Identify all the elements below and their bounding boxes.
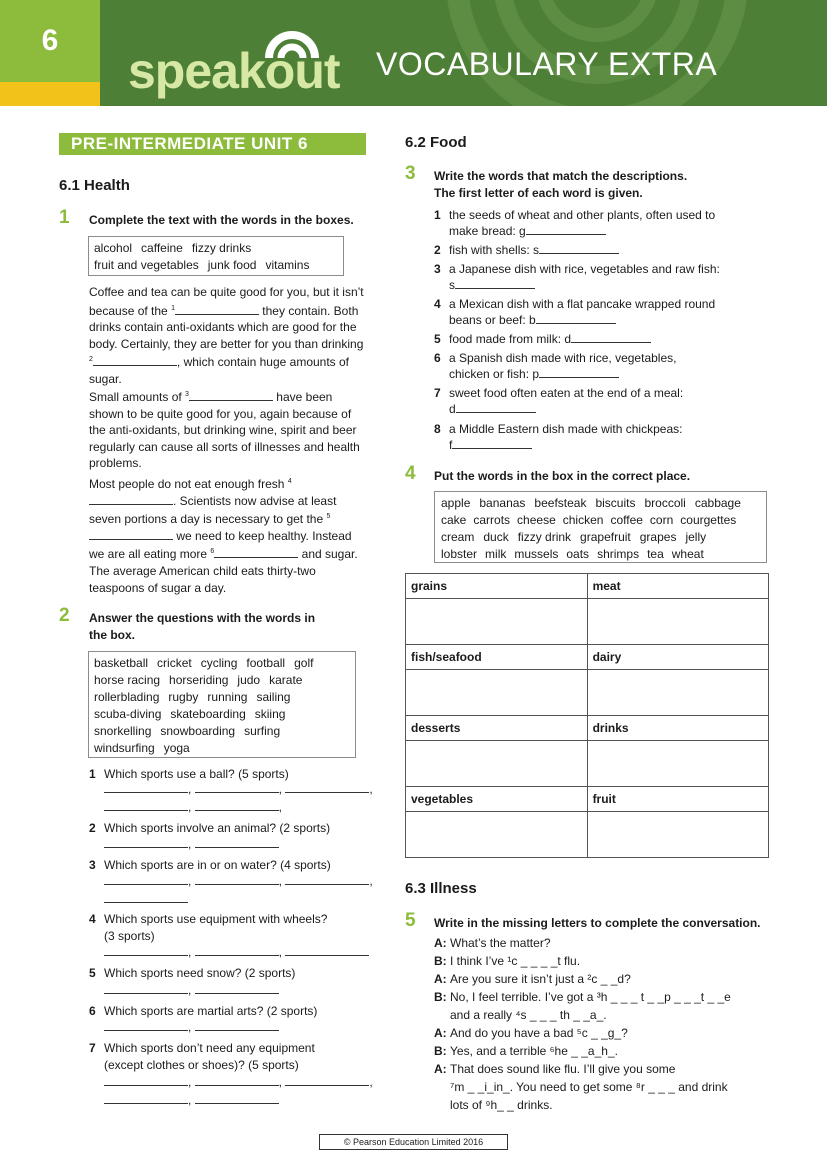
question-text: a Japanese dish with rice, vegetables and raw fish: xyxy=(449,262,720,276)
box-word: snorkelling xyxy=(94,724,152,738)
question-number: 6 xyxy=(434,351,441,365)
answer-lines[interactable]: , xyxy=(104,1093,279,1107)
accent-strip xyxy=(0,82,100,106)
box-word: karate xyxy=(269,673,303,687)
box-word: caffeine xyxy=(141,241,183,255)
answer-lines[interactable]: , , , xyxy=(104,782,373,796)
category-header: drinks xyxy=(587,716,768,741)
box-word: junk food xyxy=(207,258,257,272)
line-text: And do you have a bad ⁵c _ _g_? xyxy=(450,1026,628,1040)
speaker-label: A: xyxy=(434,1062,447,1076)
box-word: beefsteak xyxy=(534,496,587,510)
gap-number: 6 xyxy=(210,548,215,556)
box-word: judo xyxy=(237,673,261,687)
question-item xyxy=(434,296,774,330)
box-word: bananas xyxy=(479,496,526,510)
box-word: alcohol xyxy=(94,241,133,255)
answer-blank[interactable] xyxy=(539,368,619,378)
speaker-label: B: xyxy=(434,954,447,968)
line-text: That does sound like flu. I’ll give you some xyxy=(450,1062,676,1076)
text-run: Coffee and tea can be quite good for you, but it isn’t because of the xyxy=(89,285,364,318)
box-word: lobster xyxy=(441,547,478,561)
box-word: fruit and vegetables xyxy=(94,258,199,272)
category-cell[interactable] xyxy=(587,812,768,858)
exercise-number: 2 xyxy=(59,605,70,626)
question-text: food made from milk: d xyxy=(449,332,572,346)
text-run: Small amounts of xyxy=(89,390,186,404)
gap-blank[interactable] xyxy=(93,356,177,366)
question-number: 2 xyxy=(89,821,96,835)
section-title-food: 6.2 Food xyxy=(405,134,467,151)
category-cell[interactable] xyxy=(587,670,768,716)
box-word: basketball xyxy=(94,656,149,670)
conversation-line xyxy=(434,970,794,988)
speaker-label: B: xyxy=(434,990,447,1004)
instruction-line: the box. xyxy=(89,628,136,642)
line-text: and a really ⁴s _ _ _ th _ _a_. xyxy=(450,1008,607,1022)
box-word: cricket xyxy=(157,656,192,670)
gap-blank[interactable] xyxy=(214,548,298,558)
exercise-instruction xyxy=(89,610,315,644)
box-word: carrots xyxy=(473,513,511,527)
box-word: windsurfing xyxy=(94,741,155,755)
line-text: Yes, and a terrible ⁶he _ _a_h_. xyxy=(450,1044,618,1058)
category-header: fish/seafood xyxy=(406,645,588,670)
exercise-instruction: Put the words in the box in the correct place. xyxy=(434,469,691,483)
box-word: golf xyxy=(294,656,314,670)
box-word: duck xyxy=(483,530,509,544)
conversation-line xyxy=(434,1060,794,1078)
question-number: 4 xyxy=(434,297,441,311)
question-item xyxy=(89,911,359,945)
question-text: Which sports use equipment with wheels? xyxy=(104,912,328,926)
question-number: 2 xyxy=(434,243,441,257)
section-title-health: 6.1 Health xyxy=(59,177,130,194)
section-title-illness: 6.3 Illness xyxy=(405,880,477,897)
conversation-line xyxy=(434,934,794,952)
text-paragraph xyxy=(89,387,369,472)
box-word: horseriding xyxy=(169,673,229,687)
category-cell[interactable] xyxy=(406,812,588,858)
question-text: Which sports are in or on water? (4 sports) xyxy=(104,858,331,872)
box-word: shrimps xyxy=(597,547,640,561)
exercise-instruction xyxy=(434,168,687,202)
box-word: yoga xyxy=(163,741,190,755)
conversation-line xyxy=(434,1006,794,1024)
box-word: milk xyxy=(485,547,507,561)
box-word: cream xyxy=(441,530,475,544)
gap-blank[interactable] xyxy=(89,530,173,540)
category-table xyxy=(405,573,769,858)
answer-blank[interactable] xyxy=(456,403,536,413)
category-header: vegetables xyxy=(406,787,588,812)
line-text: I think I’ve ¹c _ _ _ _t flu. xyxy=(450,954,581,968)
box-word: biscuits xyxy=(595,496,636,510)
box-word: horse racing xyxy=(94,673,161,687)
category-header: fruit xyxy=(587,787,768,812)
text-run: Most people do not eat enough fresh xyxy=(89,477,288,491)
box-word: vitamins xyxy=(265,258,310,272)
question-number: 4 xyxy=(89,912,96,926)
category-header: dairy xyxy=(587,645,768,670)
box-word: snowboarding xyxy=(160,724,236,738)
box-word: rollerblading xyxy=(94,690,160,704)
answer-lines[interactable]: , xyxy=(104,1020,279,1034)
question-text: make bread: g xyxy=(449,224,526,238)
gap-number: 4 xyxy=(287,478,292,485)
question-text: Which sports are martial arts? (2 sports) xyxy=(104,1004,318,1018)
question-text: s xyxy=(449,278,455,292)
answer-blank[interactable] xyxy=(452,439,532,449)
exercise-number: 3 xyxy=(405,163,416,184)
gap-number: 5 xyxy=(326,513,331,521)
box-word: skateboarding xyxy=(170,707,246,721)
question-number: 3 xyxy=(434,262,441,276)
gap-number: 3 xyxy=(185,391,189,398)
box-word: oats xyxy=(566,547,590,561)
exercise-instruction: Write in the missing letters to complete the conversation. xyxy=(434,916,761,930)
question-text: fish with shells: s xyxy=(449,243,540,257)
category-cell[interactable] xyxy=(587,741,768,787)
question-text: a Spanish dish made with rice, vegetables, xyxy=(449,351,677,365)
box-word: grapes xyxy=(639,530,677,544)
text-run: have been shown to be quite good for you, again because of the anti-oxidants, but drinking wine, spirit and beer regularly can cause all sorts of illnesses and health problems. xyxy=(89,390,360,471)
gap-number: 2 xyxy=(89,356,93,364)
line-text: Are you sure it isn’t just a ²c _ _d? xyxy=(450,972,631,986)
question-text: f xyxy=(449,438,453,452)
category-cell[interactable] xyxy=(587,599,768,645)
gap-blank[interactable] xyxy=(189,391,273,401)
box-word: apple xyxy=(441,496,471,510)
box-word: scuba-diving xyxy=(94,707,162,721)
instruction-line: Answer the questions with the words in xyxy=(89,611,316,625)
box-word: fizzy drinks xyxy=(191,241,252,255)
question-text: Which sports involve an animal? (2 sports) xyxy=(104,821,331,835)
speaker-label: B: xyxy=(434,1044,447,1058)
answer-lines[interactable]: , , , xyxy=(104,1075,373,1089)
text-run: . Scientists now advise at least seven portions a day is necessary to get the xyxy=(89,493,337,527)
question-text: the seeds of wheat and other plants, often used to xyxy=(449,208,716,222)
category-header: grains xyxy=(406,574,588,599)
question-text: beans or beef: b xyxy=(449,313,536,327)
box-word: cake xyxy=(441,513,467,527)
question-item xyxy=(434,261,774,295)
question-text: Which sports use a ball? (5 sports) xyxy=(104,767,289,781)
question-item xyxy=(434,350,774,384)
box-word: mussels xyxy=(514,547,559,561)
gap-blank[interactable] xyxy=(175,305,259,315)
answer-blank[interactable] xyxy=(571,333,651,343)
speaker-label: A: xyxy=(434,1026,447,1040)
instruction-line: Write the words that match the descriptions. xyxy=(434,169,688,183)
question-text: Which sports need snow? (2 sports) xyxy=(104,966,296,980)
box-word: grapefruit xyxy=(580,530,631,544)
box-word: cheese xyxy=(517,513,556,527)
text-paragraph xyxy=(89,284,369,388)
question-text: (except clothes or shoes)? (5 sports) xyxy=(104,1058,299,1072)
answer-lines[interactable]: , xyxy=(104,837,279,851)
page-header xyxy=(0,0,827,106)
conversation-line xyxy=(434,1024,794,1042)
gap-number: 1 xyxy=(171,304,175,312)
conversation-line xyxy=(434,988,794,1006)
box-word: broccoli xyxy=(644,496,686,510)
question-number: 8 xyxy=(434,422,441,436)
box-word: corn xyxy=(649,513,674,527)
text-run: we need to keep healthy. Instead we are all eating more xyxy=(89,528,352,562)
question-item xyxy=(89,1040,359,1074)
question-number: 1 xyxy=(89,767,96,781)
exercise-instruction: Complete the text with the words in the boxes. xyxy=(89,213,354,227)
question-text: a Middle Eastern dish made with chickpeas: xyxy=(449,422,683,436)
category-cell[interactable] xyxy=(406,741,588,787)
answer-lines[interactable] xyxy=(104,892,188,906)
question-number: 5 xyxy=(434,332,441,346)
gap-blank[interactable] xyxy=(89,495,173,505)
category-header: meat xyxy=(587,574,768,599)
text-run: , which contain huge amounts of sugar. xyxy=(89,355,350,386)
unit-number: 6 xyxy=(0,0,100,82)
question-text: a Mexican dish with a flat pancake wrapped round xyxy=(449,297,716,311)
text-run: and sugar. The average American child eats thirty-two teaspoons of sugar a day. xyxy=(89,547,358,595)
category-cell[interactable] xyxy=(406,670,588,716)
word-box-food xyxy=(434,491,767,563)
answer-lines[interactable]: , xyxy=(104,983,279,997)
exercise-number: 5 xyxy=(405,910,416,931)
question-item xyxy=(434,385,774,419)
question-text: (3 sports) xyxy=(104,929,155,943)
answer-blank[interactable] xyxy=(455,279,535,289)
brand-wordmark: speakout xyxy=(128,43,340,99)
instruction-line: The first letter of each word is given. xyxy=(434,186,643,200)
conversation-line xyxy=(434,952,794,970)
word-box-health xyxy=(88,236,344,276)
conversation-line xyxy=(434,1078,794,1096)
box-word: rugby xyxy=(168,690,199,704)
question-text: d xyxy=(449,402,456,416)
speaker-label: A: xyxy=(434,972,447,986)
box-word: tea xyxy=(647,547,664,561)
box-word: coffee xyxy=(610,513,643,527)
question-number: 6 xyxy=(89,1004,96,1018)
category-header: desserts xyxy=(406,716,588,741)
level-bar: PRE-INTERMEDIATE UNIT 6 xyxy=(59,133,366,155)
text-run: they contain. Both drinks contain anti-oxidants which are good for the body. Certainly, they are better for you than drinking xyxy=(89,303,364,351)
page-title: VOCABULARY EXTRA xyxy=(376,46,718,82)
box-word: running xyxy=(207,690,248,704)
exercise-number: 4 xyxy=(405,463,416,484)
box-word: chicken xyxy=(562,513,604,527)
text-paragraph xyxy=(89,474,369,596)
speaker-label: A: xyxy=(434,936,447,950)
conversation-line xyxy=(434,1096,794,1114)
category-cell[interactable] xyxy=(406,599,588,645)
question-number: 7 xyxy=(434,386,441,400)
exercise-number: 1 xyxy=(59,207,70,228)
line-text: lots of ⁹h_ _ drinks. xyxy=(450,1098,553,1112)
answer-blank[interactable] xyxy=(536,314,616,324)
answer-blank[interactable] xyxy=(539,244,619,254)
box-word: fizzy drink xyxy=(517,530,572,544)
word-box-sports xyxy=(88,651,356,758)
box-word: cabbage xyxy=(694,496,741,510)
answer-lines[interactable]: , , , xyxy=(104,874,373,888)
question-number: 7 xyxy=(89,1041,96,1055)
box-word: surfing xyxy=(244,724,281,738)
line-text: ⁷m _ _i_in_. You need to get some ⁸r _ _ _ and drink xyxy=(450,1080,728,1094)
question-text: sweet food often eaten at the end of a meal: xyxy=(449,386,684,400)
conversation-line xyxy=(434,1042,794,1060)
box-word: football xyxy=(246,656,286,670)
box-word: wheat xyxy=(671,547,704,561)
question-text: chicken or fish: p xyxy=(449,367,540,381)
box-word: sailing xyxy=(256,690,291,704)
conversation xyxy=(434,934,794,1114)
answer-blank[interactable] xyxy=(526,225,606,235)
line-text: No, I feel terrible. I’ve got a ³h _ _ _ t _ _p _ _ _t _ _e xyxy=(450,990,731,1004)
box-word: skiing xyxy=(254,707,286,721)
question-item xyxy=(434,421,774,455)
answer-lines[interactable]: , , xyxy=(104,945,369,959)
box-word: cycling xyxy=(200,656,238,670)
question-item xyxy=(434,207,774,241)
box-word: jelly xyxy=(685,530,707,544)
box-word: courgettes xyxy=(680,513,737,527)
copyright-footer: © Pearson Education Limited 2016 xyxy=(319,1134,508,1150)
question-number: 3 xyxy=(89,858,96,872)
answer-lines[interactable]: , , xyxy=(104,800,282,814)
question-number: 5 xyxy=(89,966,96,980)
line-text: What’s the matter? xyxy=(450,936,551,950)
question-text: Which sports don’t need any equipment xyxy=(104,1041,315,1055)
question-number: 1 xyxy=(434,208,441,222)
